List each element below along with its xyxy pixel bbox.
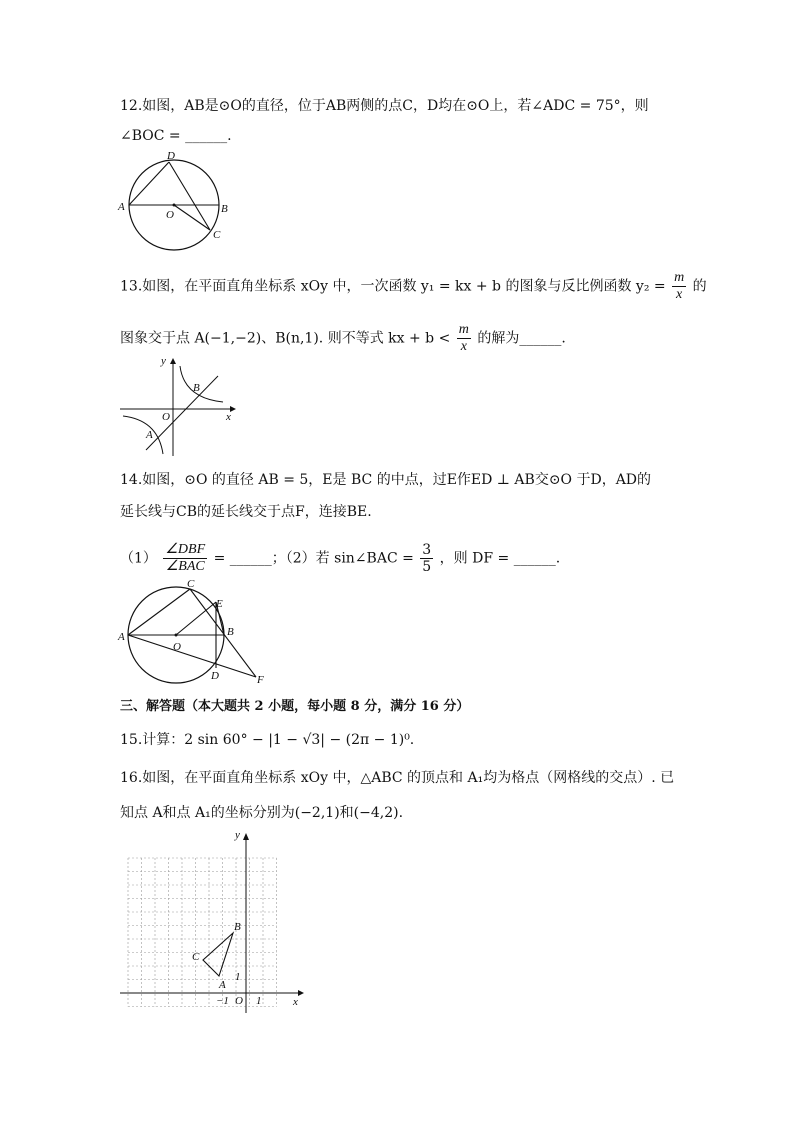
q13-label-y: y bbox=[161, 355, 166, 367]
q16-label-one-y: 1 bbox=[235, 971, 241, 983]
q14-frac1-den: ∠BAC bbox=[165, 559, 205, 574]
q16-line2: 知点 A和点 A₁的坐标分别为(−2,1)和(−4,2). bbox=[120, 805, 404, 821]
q14-label-O: O bbox=[173, 641, 181, 653]
q13-frac2-num: m bbox=[458, 322, 469, 337]
q16-grid-lines bbox=[128, 858, 277, 1007]
q14-part1-label: （1） bbox=[120, 550, 157, 567]
q15-line: 15.计算：2 sin 60° − |1 − √3| − (2π − 1)⁰. bbox=[120, 732, 415, 748]
q14-label-E: E bbox=[216, 598, 223, 610]
q12-label-A: A bbox=[118, 201, 125, 213]
q13-line1-text: 13.如图，在平面直角坐标系 xOy 中，一次函数 y₁ = kx + b 的图象与反比例函数 y₂ = bbox=[120, 278, 666, 295]
q14-frac2-num: 3 bbox=[422, 542, 432, 558]
q14-frac1-num: ∠DBF bbox=[165, 542, 206, 557]
q13-label-B: B bbox=[193, 382, 200, 394]
q16-label-O: O bbox=[235, 995, 243, 1007]
q14-frac2-den: 5 bbox=[422, 559, 432, 575]
q14-part1-tail: = ______；（2）若 sin∠BAC = bbox=[213, 550, 414, 567]
q13-line2-tail: 的解为______. bbox=[477, 330, 566, 347]
q14-part2-tail: ，则 DF = ______. bbox=[439, 550, 561, 567]
q13-line1 bbox=[120, 270, 707, 303]
q13-label-x: x bbox=[226, 411, 231, 423]
q12-label-C: C bbox=[213, 229, 221, 241]
q14-label-C: C bbox=[187, 578, 195, 590]
q12-label-B: B bbox=[221, 203, 228, 215]
q16-label-A: A bbox=[219, 979, 226, 991]
q12-label-O: O bbox=[166, 209, 174, 221]
q14-line1: 14.如图，⊙O 的直径 AB = 5，E是 BC 的中点，过E作ED ⊥ AB交⊙O 于D，AD的 bbox=[120, 472, 652, 488]
q16-grid-figure bbox=[118, 830, 308, 1015]
q14-circle-figure bbox=[118, 580, 278, 690]
q13-frac1-den: x bbox=[676, 287, 683, 302]
q12-line1: 12.如图，AB是⊙O的直径，位于AB两侧的点C，D均在⊙O上，若∠ADC = 75°，则 bbox=[120, 98, 649, 114]
q16-label-neg-one: −1 bbox=[216, 995, 229, 1007]
q16-label-C: C bbox=[192, 951, 200, 963]
q14-label-B: B bbox=[227, 626, 234, 638]
q14-label-F: F bbox=[257, 674, 264, 686]
q13-label-A: A bbox=[146, 429, 153, 441]
q12-label-D: D bbox=[167, 150, 175, 162]
q14-line3 bbox=[120, 542, 560, 575]
q14-label-A: A bbox=[118, 631, 125, 643]
q12-line2: ∠BOC = ______. bbox=[120, 128, 232, 144]
q13-line2 bbox=[120, 322, 566, 355]
q13-line1-tail: 的 bbox=[692, 278, 707, 295]
q14-label-D: D bbox=[211, 670, 219, 682]
q16-line1: 16.如图，在平面直角坐标系 xOy 中，△ABC 的顶点和 A₁均为格点（网格线的交点）. 已 bbox=[120, 770, 675, 786]
q16-label-one-x: 1 bbox=[256, 995, 262, 1007]
q14-fraction-1 bbox=[163, 542, 207, 575]
q12-circle-figure bbox=[118, 150, 238, 250]
q16-label-B: B bbox=[234, 921, 241, 933]
q13-graph-figure bbox=[118, 355, 238, 458]
section3-heading: 三、解答题（本大题共 2 小题，每小题 8 分，满分 16 分） bbox=[120, 699, 470, 714]
q13-fraction-1 bbox=[672, 270, 686, 303]
q14-line2: 延长线与CB的延长线交于点F，连接BE. bbox=[120, 504, 372, 520]
q13-fraction-2 bbox=[457, 322, 471, 355]
q16-label-x: x bbox=[293, 996, 298, 1008]
q13-label-O: O bbox=[162, 411, 170, 423]
q13-frac2-den: x bbox=[460, 339, 467, 354]
q13-line2-text: 图象交于点 A(−1,−2)、B(n,1). 则不等式 kx + b < bbox=[120, 330, 451, 347]
q14-fraction-2 bbox=[420, 542, 433, 575]
q13-frac1-num: m bbox=[674, 270, 685, 285]
q16-label-y: y bbox=[235, 829, 240, 841]
